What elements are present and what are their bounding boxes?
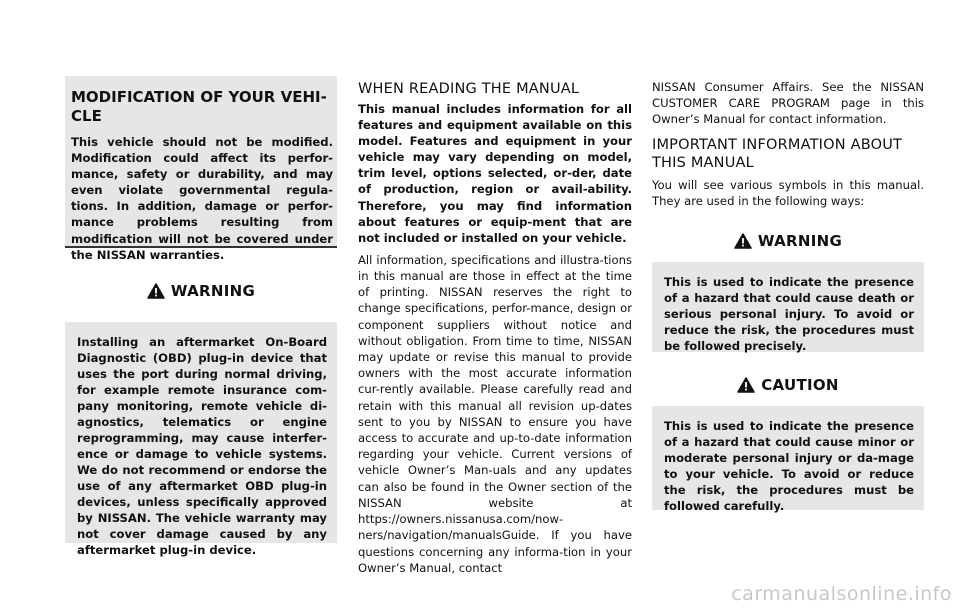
caution-symbol-text: This is used to indicate the presence of a hazard that could cause minor or moderate personal injury or da-mage to your vehicle. To avoid or reduce the risk, the procedures must be followed carefully. <box>664 419 914 513</box>
column-three <box>652 79 924 209</box>
reading-title: WHEN READING THE MANUAL <box>358 81 580 97</box>
site-watermark: carmanualsonline.info <box>731 583 952 605</box>
obd-warning-label: WARNING <box>170 282 256 300</box>
reading-bold-text: This manual includes information for all features and equipment available on this model. Features and equipment in your vehicle may vary depending on model, trim level, options selected, or-der, date of production, region or avail-ability. Therefore, you may find information about features or equip-ment that are not included or installed on your vehicle. <box>358 102 632 245</box>
caution-symbol-label: CAUTION <box>761 376 839 394</box>
warning-symbol-text: This is used to indicate the presence of a hazard that could cause death or serious personal injury. To avoid or reduce the risk, the procedures must be followed precisely. <box>664 275 914 353</box>
caution-symbol-box <box>652 360 924 513</box>
warning-symbol-header <box>652 220 924 262</box>
reading-continued-text: NISSAN Consumer Affairs. See the NISSAN CUSTOMER CARE PROGRAM page in this Owner’s Manual for contact information. <box>652 80 924 127</box>
obd-warning-header <box>65 266 337 322</box>
obd-warning-text: Installing an aftermarket On-Board Diagnostic (OBD) plug-in device that uses the port during normal driving, for example remote insurance com-pany monitoring, remote vehicle di-agnostics, telematics or engine reprogramming, may cause interfer-ence or damage to vehicle systems. We do not recommend or endorse the use of any aftermarket OBD plug-in devices, unless specifically approved by NISSAN. The vehicle warranty may not cover damage caused by any aftermarket plug-in device. <box>77 335 327 557</box>
important-title: IMPORTANT INFORMATION ABOUT THIS MANUAL <box>652 136 903 171</box>
modification-title: MODIFICATION OF YOUR VEHI-CLE <box>71 88 327 125</box>
important-text: You will see various symbols in this manual. They are used in the following ways: <box>652 177 924 208</box>
warning-triangle-icon <box>734 233 752 253</box>
warning-triangle-icon <box>147 283 165 303</box>
caution-symbol-header <box>652 360 924 406</box>
warning-symbol-box <box>652 220 924 352</box>
warning-symbol-label: WARNING <box>757 232 843 250</box>
modification-text: This vehicle should not be modified. Modification could affect its perfor-mance, safety or durability, and may even violate governmental regula-tions. In addition, damage or perfor-mance problems resulting from modification will not be covered under the NISSAN warranties. <box>71 135 333 262</box>
warning-triangle-icon <box>737 377 755 397</box>
reading-body-text: All information, specifications and illustra-tions in this manual are those in effect at the time of printing. NISSAN reserves the right to change specifications, perfor-mance, design or component suppliers without notice and without obligation. From time to time, NISSAN may update or revise this manual to provide owners with the most accurate information cur-rently available. Please carefully read and retain with this manual all revision up-dates sent to you by NISSAN to ensure you have access to accurate and up-to-date information regarding your vehicle. Current versions of vehicle Owner’s Man-uals and any updates can also be found in the Owner section of the NISSAN website at https://owners.nissanusa.com/now-ners/navigation/manualsGuide. If you have questions concerning any informa-tion in your Owner’s Manual, contact <box>358 252 632 575</box>
modification-section <box>65 76 337 262</box>
obd-warning-box <box>65 266 337 557</box>
reading-section <box>358 80 632 576</box>
